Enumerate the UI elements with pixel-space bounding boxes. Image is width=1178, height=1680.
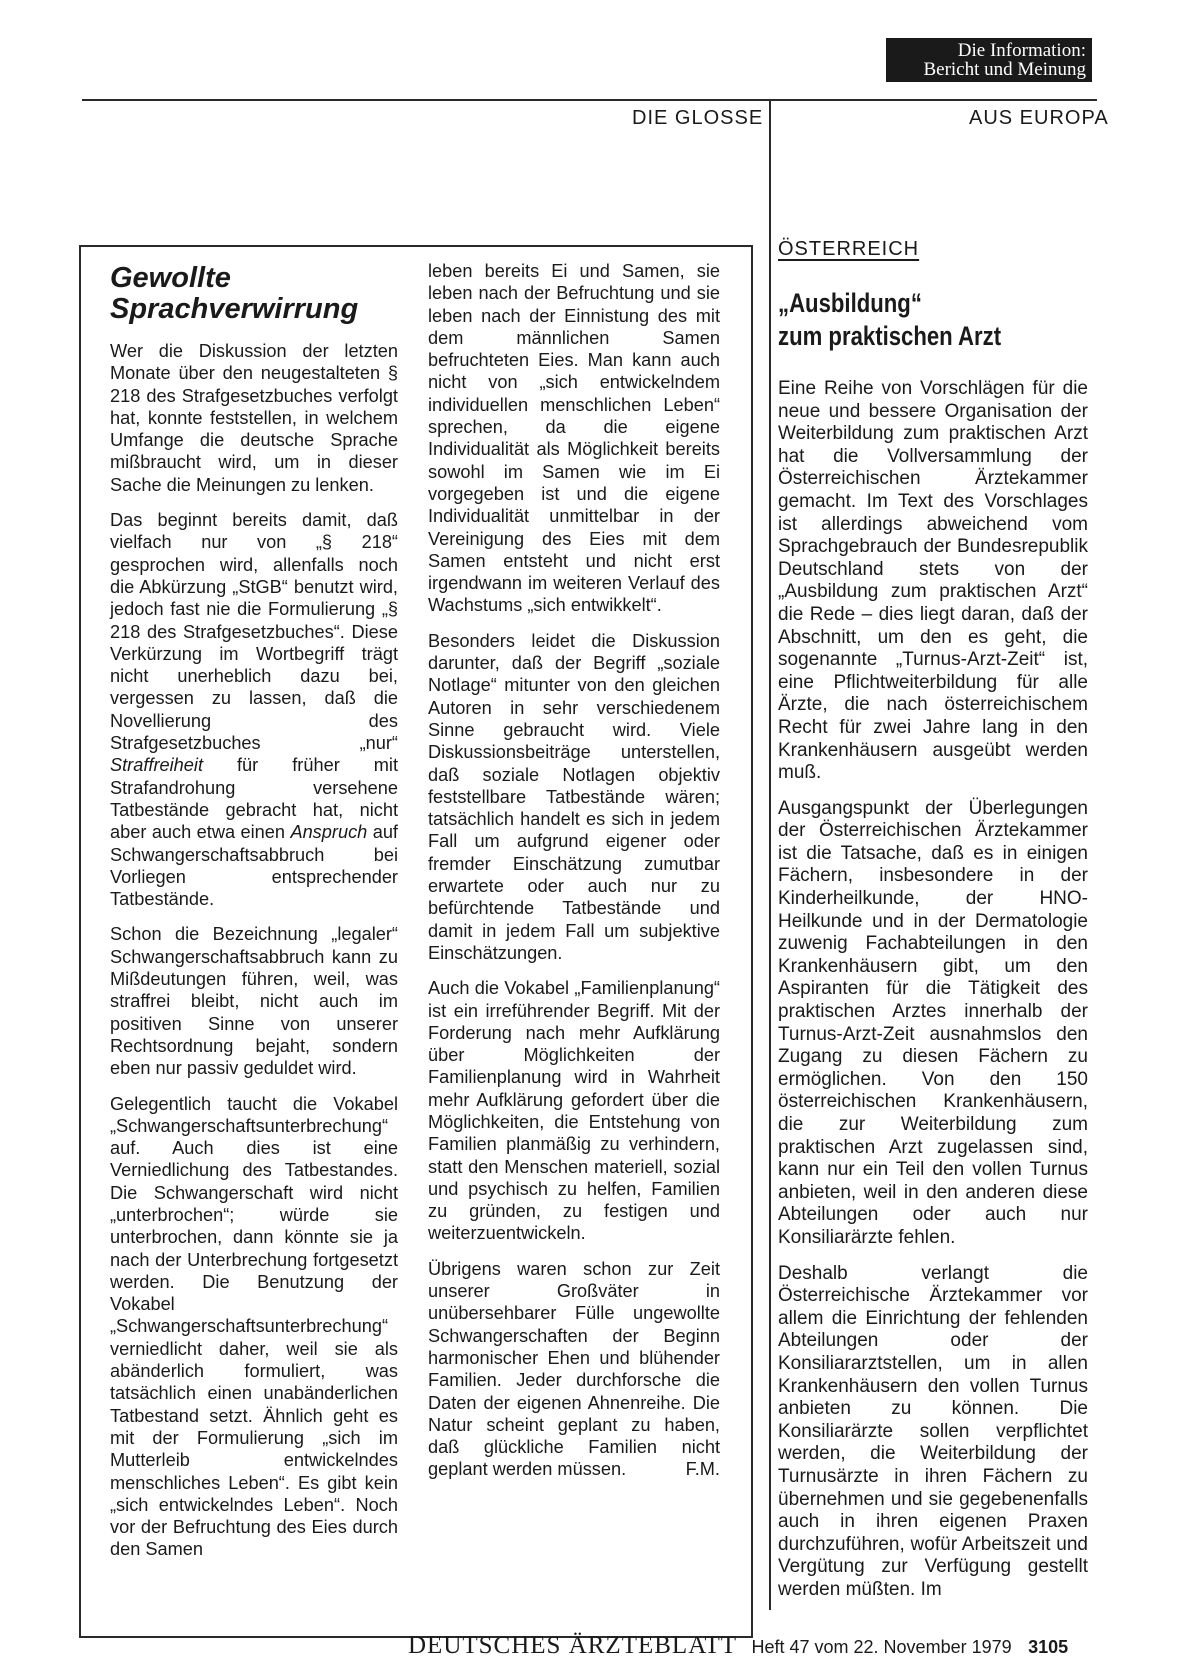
page-number: 3105 — [1028, 1637, 1069, 1657]
magazine-name: DEUTSCHES ÄRZTEBLATT — [408, 1632, 738, 1659]
glosse-paragraph-4: Gelegentlich taucht die Vokabel „Schwangerschaftsunterbrechung“ auf. Auch dies ist eine Verniedlichung des Tatbestandes. Die Schwangerschaft wird nicht „unterbrochen“; würde sie unterbrochen, dann könnte sie ja nach der Unterbrechung fortgesetzt werden. Die Benutzung der Vokabel „Schwangerschaftsunterbrechung“ verniedlicht daher, weil sie als abänderlich formuliert, was tatsächlich einen unabänderlichen Tatbestand setzt. Ähnlich geht es mit der Formulierung „sich im Mutterleib entwickelndes menschliches Leben“. Es gibt kein „sich entwickelndes Leben“. Noch vor der Befruchtung des Eies durch den Samen — [110, 1093, 398, 1560]
europa-paragraph-1: Eine Reihe von Vorschlägen für die neue und bessere Organisation der Weiterbildung zum praktischen Arzt hat die Vollversammlung der Österreichischen Ärztekammer gemacht. Im Text des Vorschlages ist allerdings abweichend vom Sprachgebrauch der Bundesrepublik Deutschland stets von der „Ausbildung zum praktischen Arzt“ die Rede – dies liegt daran, daß der Abschnitt, um den es geht, die sogenannte „Turnus-Arzt-Zeit“ ist, eine Pflichtweiterbildung für alle Ärzte, die nach österreichischem Recht für zwei Jahre lang in den Krankenhäusern ausgeübt werden muß. — [778, 378, 1088, 784]
glosse-column-2 — [428, 260, 720, 1481]
rubric-line-2: Bericht und Meinung — [923, 59, 1086, 80]
country-kicker: ÖSTERREICH — [778, 238, 920, 260]
glosse-column-1 — [110, 340, 398, 1561]
europa-title — [778, 287, 1040, 353]
europa-paragraph-2: Ausgangspunkt der Überlegungen der Österreichischen Ärztekammer ist die Tatsache, daß es in einigen Fächern, insbesondere in der Kinderheilkunde, der HNO-Heilkunde und in der Dermatologie zuwenig Fachabteilungen in den Krankenhäusern gibt, um den Aspiranten für die Tätigkeit des praktischen Arztes innerhalb der Turnus-Arzt-Zeit ausnahmslos den Zugang zu diesen Fächern zu ermöglichen. Von den 150 österreichischen Krankenhäusern, die zur Weiterbildung zum praktischen Arzt zugelassen sind, kann nur ein Teil den vollen Turnus anbieten, weil in den anderen diese Abteilungen oder auch nur Konsiliarärzte fehlen. — [778, 797, 1088, 1248]
glosse-paragraph-7: Auch die Vokabel „Familienplanung“ ist ein irreführender Begriff. Mit der Forderung nach mehr Aufklärung über Möglichkeiten der Familienplanung wird in Wahrheit mehr Aufklärung gefordert über die Möglichkeiten, die Entstehung von Familien planmäßig zu verhindern, statt den Menschen materiell, sozial und psychisch zu helfen, Familien zu gründen, zu festigen und weiterzuentwickeln. — [428, 978, 720, 1244]
issue-info: Heft 47 vom 22. November 1979 — [751, 1637, 1012, 1657]
glosse-paragraph-5: leben bereits Ei und Samen, sie leben nach der Befruchtung und sie leben nach der Einnistung des mit dem männlichen Samen befruchteten Eies. Man kann auch nicht von „sich entwickelndem individuellen menschlichen Leben“ sprechen, da die eigene Individualität als Möglichkeit bereits sowohl im Samen wie im Ei vorgegeben ist und die eigene Individualität unmittelbar in der Vereinigung des Eies mit dem Samen entsteht und nicht erst irgendwann im weiteren Verlauf des Wachstums „sich entwikkelt“. — [428, 261, 720, 616]
glosse-title: Gewollte Sprachverwirrung — [110, 262, 359, 325]
glosse-paragraph-8: Übrigens waren schon zur Zeit unserer Großväter in unübersehbarer Fülle ungewollte Schwangerschaften der Beginn harmonischer Ehen und blühender Familien. Jeder durchforsche die Daten der eigenen Ahnenreihe. Die Natur scheint geplant zu haben, daß glückliche Familien nicht geplant werden müssen. F.M. — [428, 1258, 720, 1480]
section-label-glosse: DIE GLOSSE — [632, 107, 764, 129]
header-rule — [82, 99, 1097, 101]
glosse-paragraph-6: Besonders leidet die Diskussion darunter, daß der Begriff „soziale Notlage“ mitunter von den gleichen Autoren in sehr verschiedenem Sinne gebraucht wird. Viele Diskussionsbeiträge unterstellen, daß soziale Notlagen objektiv feststellbare Tatbestände wären; tatsächlich handelt es sich in jedem Fall um aufgrund eigener oder fremder Einschätzung zumutbar erwartete oder auch nur zu befürchtende Tatbestände und damit in jedem Fall um subjektive Einschätzungen. — [428, 630, 720, 963]
emphasis-straffreiheit: Straffreiheit — [110, 755, 203, 776]
europa-title-line-2: zum praktischen Arzt — [778, 321, 1002, 351]
glosse-paragraph-2: Das beginnt bereits damit, daß vielfach nur von „§ 218“ gesprochen wird, allenfalls noch die Abkürzung „StGB“ benutzt wird, jedoch fast nie die Formulierung „§ 218 des Strafgesetzbuches“. Diese Verkürzung im Wortbegriff trägt nicht unerheblich dazu bei, vergessen zu lassen, daß die Novellierung des Strafgesetzbuches „nur“ Straffreiheit für früher mit Strafandrohung versehene Tatbestände gebracht hat, nicht aber auch etwa einen Anspruch auf Schwangerschaftsabbruch bei Vorliegen entsprechender Tatbestände. — [110, 510, 398, 910]
column-divider — [769, 99, 771, 1610]
author-signature: F.M. — [685, 1459, 720, 1480]
emphasis-anspruch: Anspruch — [290, 822, 368, 843]
page-footer — [408, 1632, 1108, 1660]
section-label-europa: AUS EUROPA — [969, 107, 1109, 129]
europa-title-line-1: „Ausbildung“ — [778, 288, 922, 318]
rubric-badge — [886, 38, 1092, 82]
europa-paragraph-3: Deshalb verlangt die Österreichische Ärztekammer vor allem die Einrichtung der fehlenden Abteilungen oder der Konsiliararztstellen, um in allen Krankenhäusern den vollen Turnus anbieten zu können. Die Konsiliarärzte sollen verpflichtet werden, die Weiterbildung der Turnusärzte in ihren Fächern zu übernehmen und sie gegebenenfalls auch in ihren eigenen Praxen durchzuführen, wofür Arbeitszeit und Vergütung zur Verfügung gestellt werden müßten. Im — [778, 1262, 1088, 1600]
europa-column — [778, 378, 1088, 1601]
rubric-line-1: Die Information: — [957, 40, 1086, 61]
glosse-paragraph-3: Schon die Bezeichnung „legaler“ Schwangerschaftsabbruch kann zu Mißdeutungen führen, weil, was straffrei bleibt, nicht auch im positiven Sinne von unserer Rechtsordnung bejaht, sondern eben nur passiv geduldet wird. — [110, 924, 398, 1079]
glosse-paragraph-1: Wer die Diskussion der letzten Monate über den neugestalteten § 218 des Strafgesetzbuches verfolgt hat, konnte feststellen, in welchem Umfange die deutsche Sprache mißbraucht wird, um in dieser Sache die Meinungen zu lenken. — [110, 341, 398, 495]
